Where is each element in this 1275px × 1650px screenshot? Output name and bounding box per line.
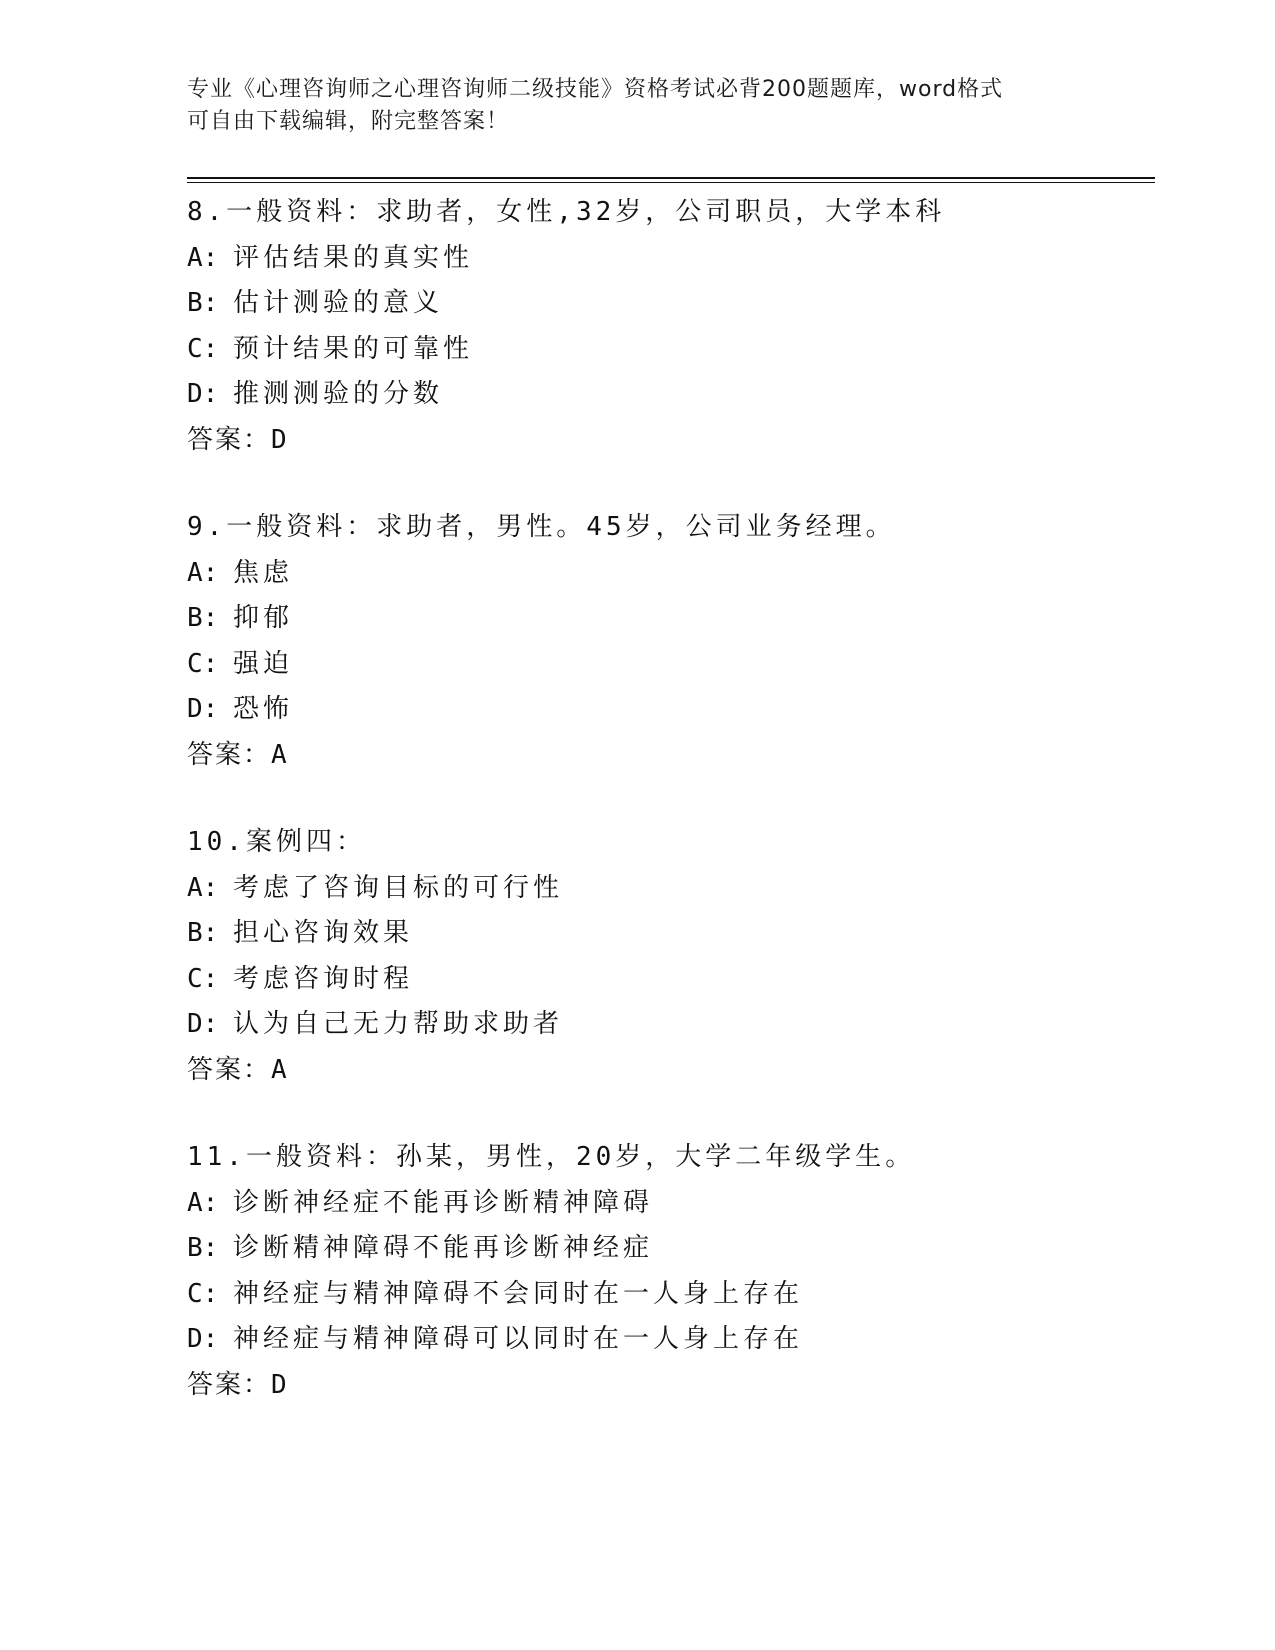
option-letter: B:	[187, 603, 219, 633]
option-text: 诊断精神障碍不能再诊断神经症	[233, 1233, 654, 1263]
question-stem: 10.案例四：	[187, 827, 366, 857]
option-letter: D:	[187, 379, 219, 409]
option-letter: C:	[187, 1278, 219, 1309]
answer-line	[187, 1363, 1147, 1409]
option-a	[187, 236, 1147, 282]
option-text: 估计测验的意义	[233, 288, 444, 318]
option-text: 诊断神经症不能再诊断精神障碍	[233, 1187, 654, 1218]
option-text: 恐怖	[233, 694, 294, 724]
answer-value: D	[271, 424, 289, 455]
option-a	[187, 866, 1147, 912]
option-letter: D:	[187, 1324, 219, 1354]
option-d	[187, 687, 1147, 733]
answer-line	[187, 1048, 1147, 1094]
answer-value: A	[271, 739, 289, 770]
option-b	[187, 911, 1147, 957]
question-list	[187, 190, 1147, 1450]
answer-line	[187, 418, 1147, 464]
option-text: 预计结果的可靠性	[233, 333, 474, 364]
answer-label: 答案：	[187, 1054, 272, 1085]
answer-line	[187, 733, 1147, 779]
option-letter: D:	[187, 694, 219, 724]
option-c	[187, 1272, 1147, 1318]
option-a	[187, 1181, 1147, 1227]
answer-label: 答案：	[187, 424, 272, 455]
option-d	[187, 1002, 1147, 1048]
option-text: 神经症与精神障碍不会同时在一人身上存在	[233, 1278, 804, 1309]
question-8	[187, 190, 1147, 463]
option-letter: D:	[187, 1009, 219, 1039]
option-letter: B:	[187, 1233, 219, 1263]
option-text: 担心咨询效果	[233, 918, 414, 948]
question-stem: 8.一般资料：求助者，女性,32岁，公司职员，大学本科	[187, 197, 946, 227]
option-b	[187, 281, 1147, 327]
header-divider-thin	[187, 182, 1155, 183]
option-text: 评估结果的真实性	[233, 242, 474, 273]
option-text: 焦虑	[233, 557, 294, 588]
header-line-1: 专业《心理咨询师之心理咨询师二级技能》资格考试必背200题题库，word格式	[187, 77, 1004, 102]
question-stem: 9.一般资料：求助者，男性。45岁，公司业务经理。	[187, 512, 896, 542]
option-letter: B:	[187, 918, 219, 948]
option-text: 认为自己无力帮助求助者	[233, 1009, 564, 1039]
option-text: 抑郁	[233, 603, 294, 633]
option-letter: A:	[187, 872, 219, 903]
option-a	[187, 551, 1147, 597]
option-c	[187, 957, 1147, 1003]
option-text: 神经症与精神障碍可以同时在一人身上存在	[233, 1324, 804, 1354]
option-b	[187, 1226, 1147, 1272]
header-line-2: 可自由下载编辑，附完整答案！	[187, 109, 510, 134]
option-letter: C:	[187, 648, 219, 679]
option-d	[187, 372, 1147, 418]
option-c	[187, 327, 1147, 373]
answer-value: D	[271, 1369, 289, 1400]
answer-value: A	[271, 1054, 289, 1085]
answer-label: 答案：	[187, 739, 272, 770]
option-letter: B:	[187, 288, 219, 318]
option-letter: C:	[187, 333, 219, 364]
option-c	[187, 642, 1147, 688]
question-9	[187, 505, 1147, 778]
option-text: 考虑咨询时程	[233, 963, 414, 994]
question-stem: 11.一般资料：孙某，男性，20岁，大学二年级学生。	[187, 1142, 916, 1172]
document-header	[187, 74, 1067, 138]
option-text: 考虑了咨询目标的可行性	[233, 872, 564, 903]
option-letter: A:	[187, 1187, 219, 1218]
question-10	[187, 820, 1147, 1093]
answer-label: 答案：	[187, 1369, 272, 1400]
option-text: 推测测验的分数	[233, 379, 444, 409]
option-letter: C:	[187, 963, 219, 994]
question-11	[187, 1135, 1147, 1408]
option-d	[187, 1317, 1147, 1363]
option-text: 强迫	[233, 648, 294, 679]
option-letter: A:	[187, 557, 219, 588]
option-letter: A:	[187, 242, 219, 273]
header-divider-thick	[187, 177, 1155, 179]
option-b	[187, 596, 1147, 642]
